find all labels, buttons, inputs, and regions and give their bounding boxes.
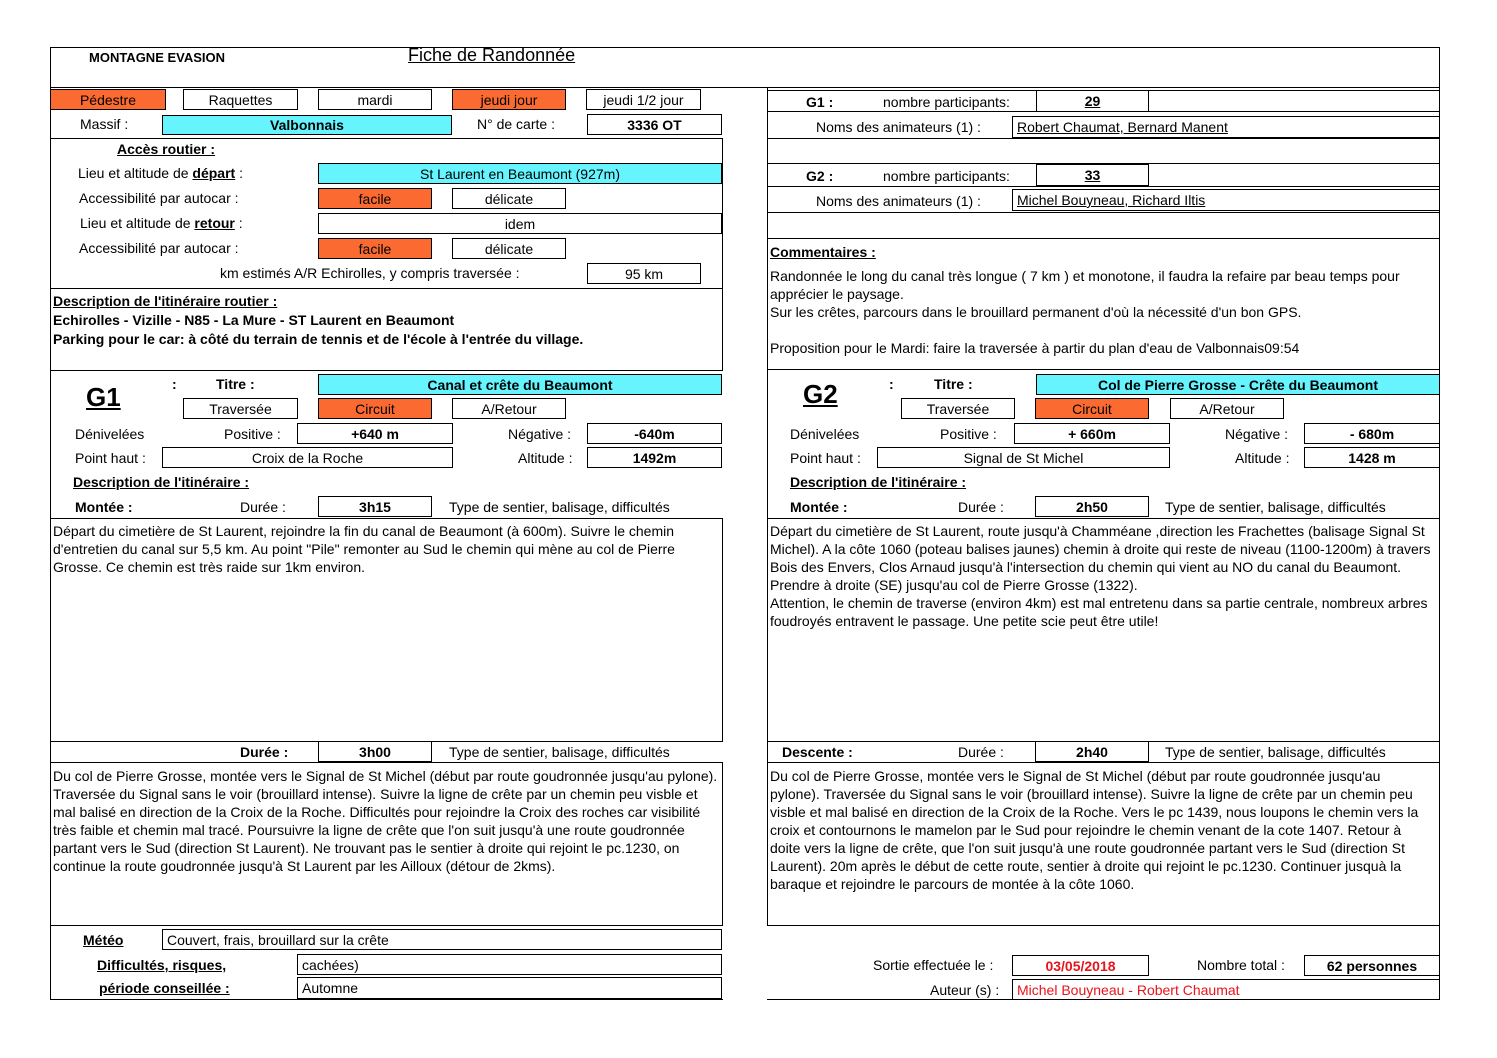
itineraire-routier-title: Description de l'itinéraire routier :: [53, 293, 278, 309]
g1-info-label: G1 :: [806, 94, 834, 110]
g2-animateurs-value: [1012, 189, 1439, 211]
itineraire-routier-line2: Parking pour le car: à côté du terrain de tennis et de l'école à l'entrée du village.: [53, 331, 584, 347]
meteo-label: Météo: [83, 932, 124, 948]
g2-descente-label: Descente :: [782, 744, 853, 760]
g1-denivelees-label: Dénivelées: [75, 426, 145, 442]
activity-jeudi-demi[interactable]: jeudi 1/2 jour: [586, 89, 701, 110]
commentaires-title: Commentaires :: [770, 244, 876, 260]
g1-traversee[interactable]: Traversée: [183, 398, 298, 419]
itineraire-routier-line1: Echirolles - Vizille - N85 - La Mure - ST Laurent en Beaumont: [53, 312, 455, 328]
activity-mardi[interactable]: mardi: [318, 89, 432, 110]
g2-altitude-value: 1428 m: [1304, 447, 1439, 468]
g1-descente-type-label: Type de sentier, balisage, difficultés: [449, 744, 670, 760]
g2-animateurs-label: Noms des animateurs (1) :: [816, 193, 981, 209]
g2-description-label: Description de l'itinéraire :: [790, 474, 967, 490]
autocar-facile-2[interactable]: facile: [318, 238, 432, 259]
g2-montee-duree-value: 2h50: [1035, 496, 1149, 517]
g2-participants-number: 33: [1084, 167, 1101, 183]
g2-montee-type-label: Type de sentier, balisage, difficultés: [1165, 499, 1386, 515]
retour-label-u: retour: [194, 215, 235, 231]
g2-circuit[interactable]: Circuit: [1035, 398, 1149, 419]
g2-descente-text: Du col de Pierre Grosse, montée vers le Signal de St Michel (début par route goudronnée jusqu'au pylone). Traversée du Signal sans le voir (brouillard intense). Suivre la ligne de crête par un chemin peu visble et mal balisé en direction de la Croix de la Roche. Vers le pc 1439, nous loupons le chemin vers la croix et contournons le mamelon par le Sud pour rejoindre le chemin venant de la cote 1407. Retour à doite vers la ligne de crête, que l'on suit jusqu'à une route goudronnée partant vers le Sud (direction St Laurent). 20m après le début de cette route, sentier à droite qui rejoint le pc.1230. Continuer jusquà la baraque et rejoindre le parcours de montée à la côte 1060.: [770, 768, 1419, 892]
massif-label: Massif :: [80, 116, 129, 132]
total-value: 62 personnes: [1304, 955, 1439, 976]
rule: [767, 186, 1439, 187]
g2-name: G2: [803, 379, 838, 409]
g1-negative-value: -640m: [587, 423, 722, 444]
g2-negative-value: - 680m: [1304, 423, 1439, 444]
g1-name: G1: [86, 382, 121, 412]
g2-titre-label: Titre :: [934, 376, 973, 392]
g1-descente-duree-value: 3h00: [318, 741, 432, 762]
carte-label: N° de carte :: [477, 116, 555, 132]
center-gutter: [723, 88, 767, 1018]
total-label: Nombre total :: [1197, 957, 1285, 973]
retour-label: [80, 216, 243, 230]
rule: [722, 762, 723, 926]
g2-traversee[interactable]: Traversée: [901, 398, 1015, 419]
autocar-delicate-1[interactable]: délicate: [452, 188, 566, 209]
rule: [50, 138, 723, 139]
club-name: MONTAGNE EVASION: [89, 50, 226, 65]
depart-label-post: :: [235, 165, 243, 181]
g2-info-label: G2 :: [806, 168, 834, 184]
rule: [50, 370, 723, 371]
depart-value: St Laurent en Beaumont (927m): [318, 163, 722, 184]
rule: [767, 518, 1439, 519]
sortie-value: 03/05/2018: [1012, 955, 1149, 976]
g1-montee-label: Montée :: [75, 499, 133, 515]
g1-colon: :: [172, 376, 177, 392]
auteur-value: Michel Bouyneau - Robert Chaumat: [1012, 979, 1439, 1000]
rule: [767, 238, 1439, 239]
g1-participants-label: nombre participants:: [883, 94, 1010, 110]
g1-montee-text: Départ du cimetière de St Laurent, rejoindre la fin du canal de Beaumont (à 600m). Suivre le chemin d'entretien du canal sur 5,5 km. Au point "Pile" remonter au Sud le chemin qui mène au col de Pierre Grosse. Ce chemin est très raide sur 1km environ.: [53, 523, 675, 575]
g2-descente-type-label: Type de sentier, balisage, difficultés: [1165, 744, 1386, 760]
g2-denivelees-label: Dénivelées: [790, 426, 860, 442]
autocar-label-1: Accessibilité par autocar :: [79, 190, 239, 206]
g2-point-haut-value: Signal de St Michel: [877, 447, 1170, 468]
meteo-value: Couvert, frais, brouillard sur la crête: [162, 929, 722, 950]
g2-negative-label: Négative :: [1225, 426, 1289, 442]
g1-montee-duree-value: 3h15: [318, 496, 432, 517]
rule: [50, 925, 723, 926]
difficultes-label: Difficultés, risques,: [97, 957, 227, 973]
rule: [722, 138, 723, 371]
km-label: km estimés A/R Echirolles, y compris traversée :: [220, 265, 520, 281]
g1-aretour[interactable]: A/Retour: [452, 398, 566, 419]
activity-jeudi-jour[interactable]: jeudi jour: [452, 89, 566, 110]
difficultes-value: cachées): [297, 954, 722, 975]
g1-altitude-value: 1492m: [587, 447, 722, 468]
rule: [767, 370, 768, 926]
g2-positive-label: Positive :: [940, 426, 997, 442]
retour-label-post: :: [234, 215, 243, 231]
g1-animateurs-value: [1012, 116, 1439, 138]
rule: [767, 762, 1439, 763]
rule: [50, 288, 723, 289]
g2-descente-duree-value: 2h40: [1035, 741, 1149, 762]
rule: [50, 762, 723, 763]
acces-title: Accès routier :: [117, 141, 216, 157]
g1-circuit[interactable]: Circuit: [318, 398, 432, 419]
depart-label: [78, 166, 243, 180]
g2-descente-duree-label: Durée :: [958, 744, 1004, 760]
g2-montee-duree-label: Durée :: [958, 499, 1004, 515]
depart-label-pre: Lieu et altitude de: [78, 165, 193, 181]
g1-negative-label: Négative :: [508, 426, 572, 442]
g2-altitude-label: Altitude :: [1235, 450, 1290, 466]
g1-point-haut-value: Croix de la Roche: [162, 447, 453, 468]
rule: [767, 138, 1439, 139]
rule: [767, 88, 768, 370]
rule: [767, 212, 1439, 213]
periode-value: Automne: [297, 977, 722, 999]
frame-top: [50, 47, 1440, 48]
rule: [767, 369, 1439, 370]
periode-label: période conseillée :: [99, 980, 230, 996]
commentaires-text: Randonnée le long du canal très longue ( 7 km ) et monotone, il faudra la refaire par beau temps pour apprécier le paysage. Sur les crêtes, parcours dans le brouillard permanent d'où la nécessité d'un bon GPS. Proposition pour le Mardi: faire la traversée à partir du plan d'eau de Valbonnais09:54: [770, 268, 1400, 356]
g2-colon: :: [889, 376, 894, 392]
g2-participants-label: nombre participants:: [883, 168, 1010, 184]
retour-value: idem: [318, 213, 722, 234]
page-title: Fiche de Randonnée: [408, 45, 576, 65]
rule: [722, 518, 723, 742]
frame-left: [50, 47, 51, 1000]
retour-label-pre: Lieu et altitude de: [80, 215, 195, 231]
activity-pedestre[interactable]: Pédestre: [50, 89, 166, 110]
g1-animateurs-text: Robert Chaumat, Bernard Manent: [1017, 119, 1228, 135]
rule: [50, 518, 723, 519]
g1-titre-value: Canal et crête du Beaumont: [318, 374, 722, 395]
rule: [767, 925, 1439, 926]
g2-point-haut-label: Point haut :: [790, 450, 861, 466]
g2-animateurs-text: Michel Bouyneau, Richard Iltis: [1017, 192, 1206, 208]
g2-montee-text: Départ du cimetière de St Laurent, route jusqu'à Chamméane ,direction les Frachettes (balisage Signal St Michel). A la côte 1060 (poteau balises jaunes) chemin à droite qui reste de niveau (1100-1200m) à travers Bois des Envers, Clos Arnaud jusqu'à l'intersection du chemin qui vient au NO du canal du Beaumont. Prendre à droite (SE) jusqu'au col de Pierre Grosse (1322). Attention, le chemin de traverse (environ 4km) est mal entretenu dans sa partie centrale, nombreux arbres foudroyés entravent le passage. Une petite scie peut être utile!: [770, 523, 1431, 629]
g1-positive-value: +640 m: [297, 423, 453, 444]
activity-raquettes[interactable]: Raquettes: [183, 89, 298, 110]
autocar-delicate-2[interactable]: délicate: [452, 238, 566, 259]
g1-participants-value: [1036, 90, 1149, 112]
g1-positive-label: Positive :: [224, 426, 281, 442]
g1-animateurs-label: Noms des animateurs (1) :: [816, 119, 981, 135]
g2-positive-value: + 660m: [1014, 423, 1170, 444]
g1-point-haut-label: Point haut :: [75, 450, 146, 466]
frame-right: [1439, 47, 1440, 1000]
g1-altitude-label: Altitude :: [518, 450, 573, 466]
g2-participants-value: [1036, 164, 1149, 186]
g2-montee-label: Montée :: [790, 499, 848, 515]
g1-montee-duree-label: Durée :: [240, 499, 286, 515]
autocar-facile-1[interactable]: facile: [318, 188, 432, 209]
carte-value: 3336 OT: [587, 114, 722, 135]
massif-value: Valbonnais: [162, 115, 452, 135]
g2-aretour[interactable]: A/Retour: [1170, 398, 1284, 419]
g1-participants-number: 29: [1084, 93, 1101, 109]
g1-descente-text: Du col de Pierre Grosse, montée vers le Signal de St Michel (début par route goudronnée jusqu'au pylone). Traversée du Signal sans le voir (brouillard intense). Suivre la ligne de crête par un chemin peu visble et mal balisé en direction de la Croix de la Roche. Difficultés pour rejoindre la Croix des roches car visibilité très faible et chemin mal tracé. Poursuivre la ligne de crête que l'on suit jusqu'à une route goudronnée partant vers le Sud (direction St Laurent). Ne trouvant pas le sentier à droite qui rejoint le pc.1230, on continue la route goudronnée jusqu'à St Laurent par les Ailloux (détour de 2kms).: [53, 768, 718, 874]
auteur-label: Auteur (s) :: [930, 982, 1000, 998]
g1-descente-duree-label: Durée :: [240, 744, 289, 760]
g1-description-label: Description de l'itinéraire :: [73, 474, 250, 490]
g2-titre-value: Col de Pierre Grosse - Crête du Beaumont: [1036, 374, 1439, 395]
g1-montee-type-label: Type de sentier, balisage, difficultés: [449, 499, 670, 515]
km-value: 95 km: [587, 263, 701, 284]
depart-label-u: départ: [192, 165, 236, 181]
autocar-label-2: Accessibilité par autocar :: [79, 240, 239, 256]
g1-titre-label: Titre :: [216, 376, 255, 392]
sortie-label: Sortie effectuée le :: [873, 957, 994, 973]
